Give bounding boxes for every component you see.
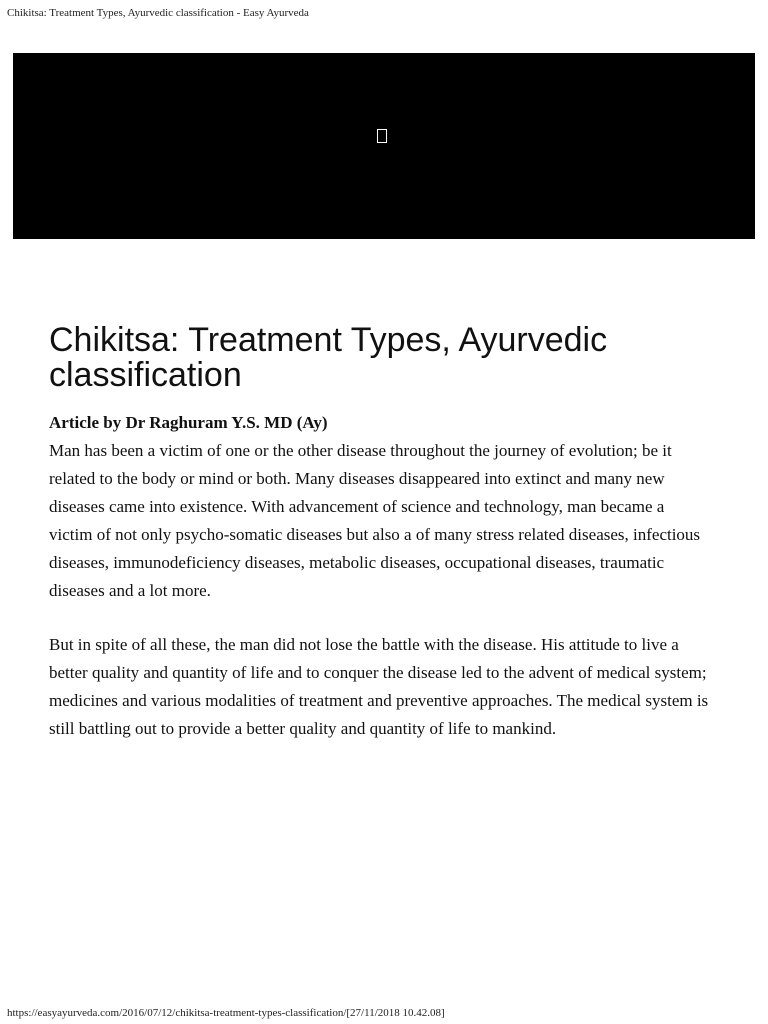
paragraph-line: still battling out to provide a better quality and quantity of life to mankind. [49, 719, 557, 738]
paragraph-line: But in spite of all these, the man did not lose the battle with the disease. His attitude to live a [49, 635, 679, 654]
print-header-title: Chikitsa: Treatment Types, Ayurvedic classification - Easy Ayurveda [7, 7, 309, 19]
print-footer-url: https://easyayurveda.com/2016/07/12/chikitsa-treatment-types-classification/[27/11/2018 10.42.08] [7, 1007, 445, 1019]
paragraph-line: diseases came into existence. With advancement of science and technology, man became a [49, 497, 665, 516]
paragraph-line: related to the body or mind or both. Many diseases disappeared into extinct and many new [49, 469, 665, 488]
banner-image [13, 53, 755, 239]
paragraph-line: diseases, immunodeficiency diseases, metabolic diseases, occupational diseases, traumatic [49, 553, 665, 572]
article-byline: Article by Dr Raghuram Y.S. MD (Ay) [49, 413, 328, 432]
article-paragraph-2 [49, 631, 729, 743]
paragraph-line: better quality and quantity of life and to conquer the disease led to the advent of medical system; [49, 663, 707, 682]
article-paragraph-1 [49, 437, 729, 605]
paragraph-line: medicines and various modalities of treatment and preventive approaches. The medical system is [49, 691, 709, 710]
paragraph-line: victim of not only psycho-somatic diseases but also a of many stress related diseases, infectious [49, 525, 701, 544]
article-title: Chikitsa: Treatment Types, Ayurvedic classification [49, 321, 608, 394]
paragraph-line: Man has been a victim of one or the other disease throughout the journey of evolution; be it [49, 441, 672, 460]
paragraph-line: diseases and a lot more. [49, 581, 211, 600]
missing-glyph-icon [377, 129, 387, 143]
